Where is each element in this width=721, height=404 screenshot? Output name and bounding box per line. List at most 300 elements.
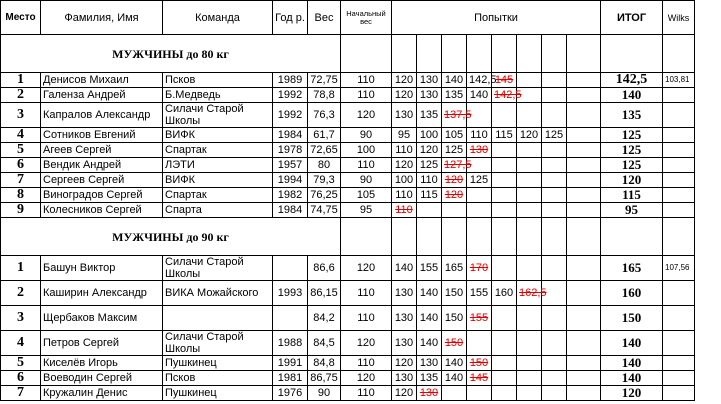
athlete-name: Агеев Сергей	[41, 143, 163, 158]
attempt-cell	[467, 203, 492, 218]
body-weight: 74,75	[308, 203, 341, 218]
place-cell: 8	[1, 188, 41, 203]
attempt-cell: 150	[442, 306, 467, 331]
start-weight: 110	[341, 281, 392, 306]
body-weight: 84,5	[308, 331, 341, 356]
wilks-cell: 107,56	[663, 256, 695, 281]
body-weight: 61,7	[308, 128, 341, 143]
section-cell	[601, 218, 663, 256]
header-place: Место	[1, 1, 41, 35]
start-weight: 95	[341, 203, 392, 218]
place-cell: 4	[1, 128, 41, 143]
row-spacer	[695, 256, 721, 281]
row-spacer	[695, 103, 721, 128]
attempt-cell	[542, 173, 567, 188]
athlete-name: Сотников Евгений	[41, 128, 163, 143]
row-spacer	[695, 173, 721, 188]
athlete-name: Киселёв Игорь	[41, 356, 163, 371]
section-cell	[542, 35, 567, 73]
birth-year: 1991	[273, 356, 308, 371]
table-row	[1, 256, 721, 281]
team-name: ВИФК	[163, 173, 273, 188]
place-cell: 5	[1, 356, 41, 371]
total-cell: 140	[601, 331, 663, 356]
place-cell: 6	[1, 371, 41, 386]
row-spacer	[695, 203, 721, 218]
row-spacer	[695, 128, 721, 143]
athlete-name: Петров Сергей	[41, 331, 163, 356]
table-row	[1, 73, 721, 88]
athlete-name: Воеводин Сергей	[41, 371, 163, 386]
birth-year: 1976	[273, 386, 308, 401]
attempt-cell: 125	[442, 143, 467, 158]
row-spacer	[695, 306, 721, 331]
attempt-failed: 150	[467, 356, 492, 371]
attempt-cell: 130	[392, 371, 417, 386]
header-year: Год р.	[273, 1, 308, 35]
attempt-cell-extra	[567, 188, 601, 203]
total-cell: 125	[601, 158, 663, 173]
attempt-cell-extra	[567, 256, 601, 281]
section-cell	[341, 218, 392, 256]
attempt-cell-extra	[567, 203, 601, 218]
row-spacer	[695, 158, 721, 173]
attempt-cell: 125	[542, 128, 567, 143]
body-weight: 86,6	[308, 256, 341, 281]
attempt-cell	[492, 256, 517, 281]
attempt-cell: 130	[392, 331, 417, 356]
attempt-cell: 105	[442, 128, 467, 143]
attempt-cell: 130	[417, 88, 442, 103]
birth-year	[273, 306, 308, 331]
attempt-cell: 115	[492, 128, 517, 143]
header-name: Фамилия, Имя	[41, 1, 163, 35]
total-cell: 135	[601, 103, 663, 128]
section-cell	[392, 218, 417, 256]
attempt-cell-extra	[567, 281, 601, 306]
section-cell	[517, 218, 542, 256]
attempt-cell	[467, 331, 492, 356]
team-name: Псков	[163, 73, 273, 88]
attempt-cell: 95	[392, 128, 417, 143]
attempt-cell: 120	[392, 88, 417, 103]
attempt-cell	[517, 158, 542, 173]
attempt-cell: 135	[417, 371, 442, 386]
team-name: Пушкинец	[163, 356, 273, 371]
team-name: Пушкинец	[163, 386, 273, 401]
attempt-failed: 130	[417, 386, 442, 401]
section-cell	[467, 218, 492, 256]
table-row	[1, 371, 721, 386]
header-weight: Вес	[308, 1, 341, 35]
body-weight: 90	[308, 386, 341, 401]
attempt-cell: 120	[392, 158, 417, 173]
attempt-cell	[542, 88, 567, 103]
section-cell	[467, 35, 492, 73]
table-row	[1, 158, 721, 173]
attempt-failed: 127,5	[442, 158, 467, 173]
body-weight: 72,75	[308, 73, 341, 88]
wilks-cell	[663, 386, 695, 401]
body-weight: 76,3	[308, 103, 341, 128]
team-name: Силачи Старой Школы	[163, 256, 273, 281]
header-start-weight: Начальный вес	[341, 1, 392, 35]
start-weight: 110	[341, 158, 392, 173]
birth-year: 1984	[273, 203, 308, 218]
place-cell: 4	[1, 331, 41, 356]
attempt-cell: 142,5	[467, 73, 492, 88]
attempt-cell	[542, 386, 567, 401]
team-name: Спартак	[163, 143, 273, 158]
attempt-cell	[492, 158, 517, 173]
wilks-cell	[663, 88, 695, 103]
athlete-name: Щербаков Максим	[41, 306, 163, 331]
place-cell: 7	[1, 173, 41, 188]
attempt-cell: 135	[442, 88, 467, 103]
attempt-cell	[517, 256, 542, 281]
attempt-cell: 140	[392, 256, 417, 281]
athlete-name: Капралов Александр	[41, 103, 163, 128]
row-spacer	[695, 73, 721, 88]
attempt-cell: 140	[442, 356, 467, 371]
table-row	[1, 88, 721, 103]
place-cell: 6	[1, 158, 41, 173]
wilks-cell	[663, 356, 695, 371]
start-weight: 120	[341, 331, 392, 356]
attempt-failed: 130	[467, 143, 492, 158]
athlete-name: Виноградов Сергей	[41, 188, 163, 203]
row-spacer	[695, 356, 721, 371]
attempt-failed: 120	[442, 188, 467, 203]
attempt-failed: 145	[467, 371, 492, 386]
athlete-name: Галенза Андрей	[41, 88, 163, 103]
attempt-cell-extra	[567, 103, 601, 128]
attempt-cell	[517, 356, 542, 371]
wilks-cell	[663, 158, 695, 173]
row-spacer	[695, 386, 721, 401]
attempt-cell	[417, 203, 442, 218]
attempt-cell	[492, 103, 517, 128]
team-name: Спарта	[163, 203, 273, 218]
attempt-cell	[517, 306, 542, 331]
birth-year: 1989	[273, 73, 308, 88]
attempt-failed: 137,5	[442, 103, 467, 128]
attempt-cell	[542, 103, 567, 128]
attempt-cell: 130	[392, 103, 417, 128]
attempt-cell: 130	[392, 306, 417, 331]
attempt-cell-extra	[567, 173, 601, 188]
place-cell: 3	[1, 103, 41, 128]
wilks-cell	[663, 306, 695, 331]
birth-year: 1981	[273, 371, 308, 386]
team-name: Силачи Старой Школы	[163, 103, 273, 128]
attempt-failed: 110	[392, 203, 417, 218]
section-cell	[442, 218, 467, 256]
attempt-cell	[517, 103, 542, 128]
attempt-cell: 125	[467, 173, 492, 188]
attempt-failed: 145	[492, 73, 517, 88]
section-cell	[567, 35, 601, 73]
birth-year: 1957	[273, 158, 308, 173]
section-cell	[601, 35, 663, 73]
section-cell	[492, 218, 517, 256]
attempt-cell	[542, 331, 567, 356]
athlete-name: Сергеев Сергей	[41, 173, 163, 188]
attempt-cell	[542, 356, 567, 371]
total-cell: 95	[601, 203, 663, 218]
attempt-cell: 130	[417, 356, 442, 371]
attempt-cell: 120	[392, 73, 417, 88]
body-weight: 78,8	[308, 88, 341, 103]
athlete-name: Вендик Андрей	[41, 158, 163, 173]
attempt-cell: 140	[442, 73, 467, 88]
table-row	[1, 143, 721, 158]
birth-year	[273, 256, 308, 281]
attempt-cell: 120	[417, 143, 442, 158]
start-weight: 110	[341, 88, 392, 103]
attempt-cell-extra	[567, 158, 601, 173]
attempt-cell: 155	[417, 256, 442, 281]
start-weight: 120	[341, 256, 392, 281]
attempt-cell: 130	[417, 73, 442, 88]
header-spacer	[695, 1, 721, 35]
body-weight: 86,15	[308, 281, 341, 306]
attempt-cell: 140	[467, 88, 492, 103]
attempt-cell	[517, 203, 542, 218]
athlete-name: Каширин Александр	[41, 281, 163, 306]
body-weight: 84,8	[308, 356, 341, 371]
attempt-cell: 120	[392, 386, 417, 401]
attempt-cell	[442, 203, 467, 218]
start-weight: 90	[341, 128, 392, 143]
attempt-cell	[492, 188, 517, 203]
attempt-cell: 140	[442, 371, 467, 386]
table-row	[1, 203, 721, 218]
total-cell: 140	[601, 356, 663, 371]
start-weight: 120	[341, 371, 392, 386]
attempt-failed: 155	[467, 306, 492, 331]
total-cell: 165	[601, 256, 663, 281]
attempt-cell	[492, 306, 517, 331]
attempt-cell: 110	[392, 143, 417, 158]
row-spacer	[695, 143, 721, 158]
attempt-cell	[542, 371, 567, 386]
attempt-cell-extra	[567, 128, 601, 143]
attempt-cell-extra	[567, 88, 601, 103]
wilks-cell	[663, 128, 695, 143]
section-cell	[663, 218, 695, 256]
attempt-cell	[492, 203, 517, 218]
attempt-cell	[542, 73, 567, 88]
birth-year: 1984	[273, 128, 308, 143]
attempt-cell	[492, 371, 517, 386]
total-cell: 150	[601, 306, 663, 331]
attempt-cell: 120	[517, 128, 542, 143]
place-cell: 2	[1, 281, 41, 306]
attempt-failed: 150	[442, 331, 467, 356]
attempt-cell	[492, 143, 517, 158]
attempt-cell-extra	[567, 331, 601, 356]
header-total: ИТОГ	[601, 1, 663, 35]
attempt-cell	[542, 306, 567, 331]
attempt-cell: 140	[417, 331, 442, 356]
total-cell: 140	[601, 371, 663, 386]
place-cell: 2	[1, 88, 41, 103]
team-name: Силачи Старой Школы	[163, 331, 273, 356]
section-cell	[567, 218, 601, 256]
attempt-cell: 135	[417, 103, 442, 128]
attempt-cell: 115	[417, 188, 442, 203]
body-weight: 80	[308, 158, 341, 173]
total-cell: 125	[601, 143, 663, 158]
attempt-cell	[542, 158, 567, 173]
attempt-failed: 142,5	[492, 88, 517, 103]
section-title: МУЖЧИНЫ до 90 кг	[1, 218, 341, 256]
attempt-cell	[517, 73, 542, 88]
team-name: ВИФК	[163, 128, 273, 143]
section-cell	[417, 35, 442, 73]
row-spacer	[695, 88, 721, 103]
section-cell	[341, 35, 392, 73]
attempt-cell	[492, 173, 517, 188]
table-row	[1, 386, 721, 401]
total-cell: 140	[601, 88, 663, 103]
wilks-cell	[663, 143, 695, 158]
birth-year: 1994	[273, 173, 308, 188]
attempt-cell	[467, 188, 492, 203]
attempt-cell	[492, 356, 517, 371]
athlete-name: Башун Виктор	[41, 256, 163, 281]
wilks-cell: 103,81	[663, 73, 695, 88]
attempt-cell-extra	[567, 386, 601, 401]
attempt-cell: 110	[392, 188, 417, 203]
start-weight: 100	[341, 143, 392, 158]
body-weight: 76,25	[308, 188, 341, 203]
row-spacer	[695, 331, 721, 356]
attempt-cell	[542, 143, 567, 158]
total-cell: 120	[601, 173, 663, 188]
section-title: МУЖЧИНЫ до 80 кг	[1, 35, 341, 73]
wilks-cell	[663, 173, 695, 188]
place-cell: 5	[1, 143, 41, 158]
section-row	[1, 35, 721, 73]
athlete-name: Денисов Михаил	[41, 73, 163, 88]
attempt-cell: 130	[392, 281, 417, 306]
row-spacer	[695, 371, 721, 386]
section-cell	[517, 35, 542, 73]
team-name: ЛЭТИ	[163, 158, 273, 173]
body-weight: 86,75	[308, 371, 341, 386]
section-cell	[392, 35, 417, 73]
total-cell: 115	[601, 188, 663, 203]
header-attempts: Попытки	[392, 1, 601, 35]
attempt-cell: 150	[442, 281, 467, 306]
attempt-cell	[517, 331, 542, 356]
birth-year: 1992	[273, 88, 308, 103]
header-wilks: Wilks	[663, 1, 695, 35]
section-cell	[442, 35, 467, 73]
attempt-cell: 100	[392, 173, 417, 188]
table-row	[1, 128, 721, 143]
team-name: Б.Медведь	[163, 88, 273, 103]
header-team: Команда	[163, 1, 273, 35]
attempt-cell	[517, 173, 542, 188]
attempt-cell: 110	[467, 128, 492, 143]
place-cell: 9	[1, 203, 41, 218]
attempt-failed: 120	[442, 173, 467, 188]
wilks-cell	[663, 103, 695, 128]
start-weight: 120	[341, 103, 392, 128]
team-name	[163, 306, 273, 331]
attempt-cell	[467, 386, 492, 401]
attempt-cell	[442, 386, 467, 401]
attempt-cell	[542, 203, 567, 218]
total-cell: 125	[601, 128, 663, 143]
body-weight: 84,2	[308, 306, 341, 331]
section-cell	[542, 218, 567, 256]
table-row	[1, 188, 721, 203]
section-spacer	[695, 35, 721, 73]
attempt-cell: 165	[442, 256, 467, 281]
row-spacer	[695, 188, 721, 203]
table-row	[1, 281, 721, 306]
attempt-failed: 170	[467, 256, 492, 281]
attempt-cell-extra	[567, 143, 601, 158]
total-cell: 142,5	[601, 73, 663, 88]
start-weight: 110	[341, 386, 392, 401]
place-cell: 7	[1, 386, 41, 401]
header-row	[1, 1, 721, 35]
attempt-failed: 162,5	[517, 281, 542, 306]
attempt-cell-extra	[567, 306, 601, 331]
birth-year: 1982	[273, 188, 308, 203]
attempt-cell	[542, 188, 567, 203]
body-weight: 79,3	[308, 173, 341, 188]
total-cell: 120	[601, 386, 663, 401]
section-spacer	[695, 218, 721, 256]
attempt-cell	[492, 331, 517, 356]
wilks-cell	[663, 188, 695, 203]
attempt-cell: 100	[417, 128, 442, 143]
place-cell: 3	[1, 306, 41, 331]
birth-year: 1978	[273, 143, 308, 158]
table-row	[1, 356, 721, 371]
attempt-cell-extra	[567, 356, 601, 371]
total-cell: 160	[601, 281, 663, 306]
wilks-cell	[663, 331, 695, 356]
start-weight: 110	[341, 73, 392, 88]
row-spacer	[695, 281, 721, 306]
attempt-cell	[492, 386, 517, 401]
place-cell: 1	[1, 256, 41, 281]
wilks-cell	[663, 203, 695, 218]
attempt-cell	[517, 386, 542, 401]
birth-year: 1992	[273, 103, 308, 128]
attempt-cell	[542, 256, 567, 281]
attempt-cell	[517, 188, 542, 203]
place-cell: 1	[1, 73, 41, 88]
start-weight: 90	[341, 173, 392, 188]
attempt-cell: 140	[417, 281, 442, 306]
athlete-name: Кружалин Денис	[41, 386, 163, 401]
table-row	[1, 331, 721, 356]
attempt-cell: 140	[417, 306, 442, 331]
attempt-cell-extra	[567, 73, 601, 88]
section-cell	[417, 218, 442, 256]
table-row	[1, 173, 721, 188]
attempt-cell	[517, 371, 542, 386]
section-cell	[663, 35, 695, 73]
